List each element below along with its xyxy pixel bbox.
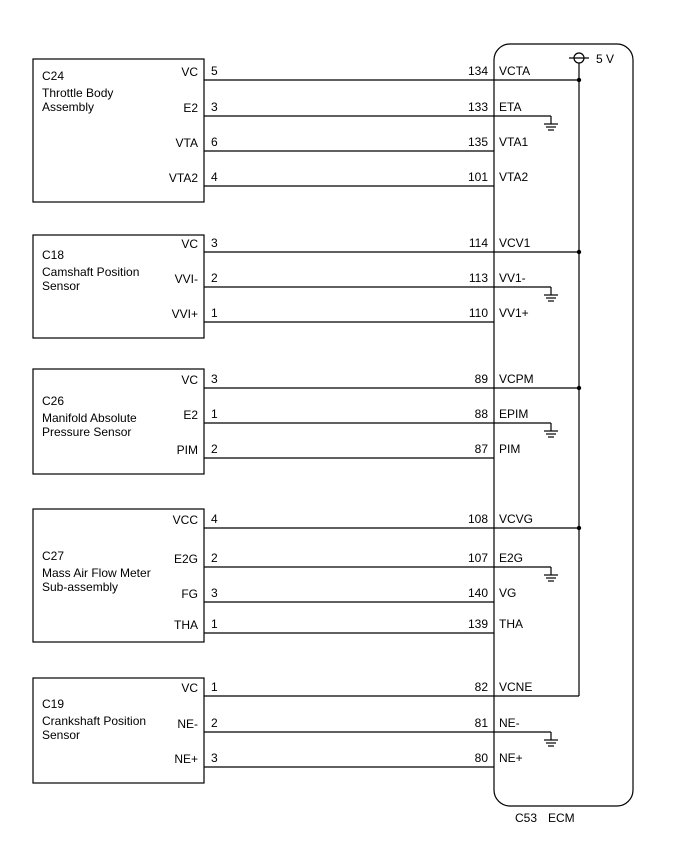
sensor-terminal-label: PIM	[176, 443, 198, 457]
ecm-terminal-label: VTA2	[499, 170, 529, 184]
sensor-name-line: Throttle Body	[42, 86, 114, 100]
ecm-terminal-label: VTA1	[499, 135, 529, 149]
ecm-terminal-label: THA	[499, 617, 523, 631]
ecm-terminal-label: VCTA	[499, 64, 531, 78]
sensor-terminal-label: E2	[183, 408, 198, 422]
sensor-pin-number: 3	[211, 586, 218, 600]
ecm-pin-number: 110	[468, 306, 488, 320]
ecm-pin-number: 81	[474, 716, 488, 730]
sensor-terminal-label: FG	[181, 587, 198, 601]
sensor-name-line: Mass Air Flow Meter	[42, 566, 151, 580]
wire-vcta	[181, 64, 581, 82]
sensor-terminal-label: VVI+	[171, 307, 198, 321]
sensor-c18	[33, 235, 581, 338]
sensor-code: C18	[42, 248, 65, 262]
sensor-terminal-label: VVI-	[174, 272, 198, 286]
sensor-code: C26	[42, 394, 65, 408]
sensor-name-line: Camshaft Position	[42, 265, 140, 279]
sensor-terminal-label: VC	[181, 237, 198, 251]
sensor-pin-number: 1	[211, 306, 218, 320]
sensor-terminal-label: VC	[181, 681, 198, 695]
sensor-name-line: Sub-assembly	[42, 580, 119, 594]
sensor-name-line: Sensor	[42, 279, 81, 293]
sensor-code: C27	[42, 549, 65, 563]
ecm-pin-number: 87	[474, 442, 488, 456]
ecm-layer	[494, 44, 633, 825]
ecm-terminal-label: NE-	[499, 716, 520, 730]
ecm-terminal-label: EPIM	[499, 407, 529, 421]
sensor-name-line: Sensor	[42, 728, 81, 742]
sensor-name-line: Crankshaft Position	[42, 714, 147, 728]
ground-icon	[544, 732, 558, 746]
ground-icon	[544, 567, 558, 581]
wire-pim	[177, 442, 521, 458]
sensor-c24	[33, 59, 581, 202]
ecm-terminal-label: NE+	[499, 751, 523, 765]
sensor-pin-number: 2	[211, 551, 218, 565]
sensor-terminal-label: NE-	[177, 717, 198, 731]
ecm-connector-code: C53	[515, 811, 538, 825]
ecm-pin-number: 135	[467, 135, 488, 149]
sensor-pin-number: 4	[211, 170, 218, 184]
ecm-terminal-label: VCPM	[499, 372, 534, 386]
ecm-terminal-label: VCVG	[499, 512, 534, 526]
wire-epim	[183, 407, 558, 437]
ecm-terminal-label: VV1-	[499, 271, 526, 285]
wire-vta2	[169, 170, 529, 186]
sensor-pin-number: 1	[211, 617, 218, 631]
ecm-pin-number: 139	[467, 617, 488, 631]
ecm-pin-number: 113	[468, 271, 488, 285]
ground-icon	[544, 287, 558, 301]
ecm-pin-number: 88	[474, 407, 488, 421]
wire-eta	[183, 100, 558, 130]
wire-ne	[174, 751, 522, 767]
sensor-pin-number: 3	[211, 751, 218, 765]
sensor-name-line: Assembly	[42, 100, 95, 114]
ecm-terminal-label: PIM	[499, 442, 521, 456]
sensor-terminal-label: E2G	[173, 552, 198, 566]
sensor-terminal-label: VTA2	[168, 171, 198, 185]
ecm-pin-number: 114	[468, 236, 488, 250]
wire-ne	[177, 716, 558, 746]
ecm-terminal-label: E2G	[499, 551, 524, 565]
sensor-pin-number: 3	[211, 100, 218, 114]
ecm-pin-number: 82	[474, 680, 488, 694]
sensors-layer	[33, 59, 581, 783]
power-supply-label: 5 V	[596, 52, 615, 66]
ecm-pin-number: 107	[467, 551, 488, 565]
wire-vv1	[172, 306, 529, 322]
sensor-terminal-label: VCC	[172, 513, 198, 527]
sensor-pin-number: 2	[211, 716, 218, 730]
wire-vv1	[175, 271, 558, 301]
sensor-pin-number: 6	[211, 135, 218, 149]
ecm-pin-number: 134	[467, 64, 488, 78]
sensor-terminal-label: VC	[181, 373, 198, 387]
sensor-pin-number: 4	[211, 512, 218, 526]
wire-tha	[174, 617, 523, 633]
sensor-terminal-label: VTA	[175, 136, 198, 150]
sensor-code: C24	[42, 69, 65, 83]
ground-icon	[544, 423, 558, 437]
sensor-code: C19	[42, 697, 65, 711]
wire-vta1	[176, 135, 529, 151]
sensor-terminal-label: NE+	[174, 752, 198, 766]
ecm-pin-number: 89	[474, 372, 488, 386]
ecm-terminal-label: VCNE	[499, 680, 533, 694]
ecm-pin-number: 140	[467, 586, 488, 600]
wire-vcv1	[181, 236, 581, 254]
sensor-name-line: Manifold Absolute	[42, 411, 137, 425]
sensor-terminal-label: VC	[181, 65, 198, 79]
ecm-pin-number: 80	[474, 751, 488, 765]
sensor-pin-number: 1	[211, 680, 218, 694]
ecm-pin-number: 101	[467, 170, 488, 184]
sensor-pin-number: 1	[211, 407, 218, 421]
sensor-c27	[33, 509, 581, 642]
ecm-terminal-label: VG	[499, 586, 517, 600]
ecm-terminal-label: VV1+	[499, 306, 529, 320]
sensor-terminal-label: THA	[174, 618, 198, 632]
sensor-pin-number: 3	[211, 372, 218, 386]
wire-e2g	[174, 551, 558, 581]
sensor-terminal-label: E2	[183, 101, 198, 115]
wire-vcpm	[181, 372, 581, 390]
sensor-c26	[33, 369, 581, 474]
ground-icon	[544, 116, 558, 130]
sensor-c19	[33, 678, 579, 783]
ecm-terminal-label: VCV1	[499, 236, 531, 250]
ecm-pin-number: 108	[467, 512, 488, 526]
ecm-terminal-label: ETA	[499, 100, 522, 114]
ecm-label: ECM	[548, 811, 575, 825]
sensor-name-line: Pressure Sensor	[42, 425, 132, 439]
sensor-pin-number: 2	[211, 442, 218, 456]
sensor-pin-number: 5	[211, 64, 218, 78]
wire-vcne	[181, 680, 579, 696]
wire-vcvg	[173, 512, 582, 530]
sensor-pin-number: 3	[211, 236, 218, 250]
wire-vg	[181, 586, 516, 602]
sensor-pin-number: 2	[211, 271, 218, 285]
ecm-pin-number: 133	[467, 100, 488, 114]
